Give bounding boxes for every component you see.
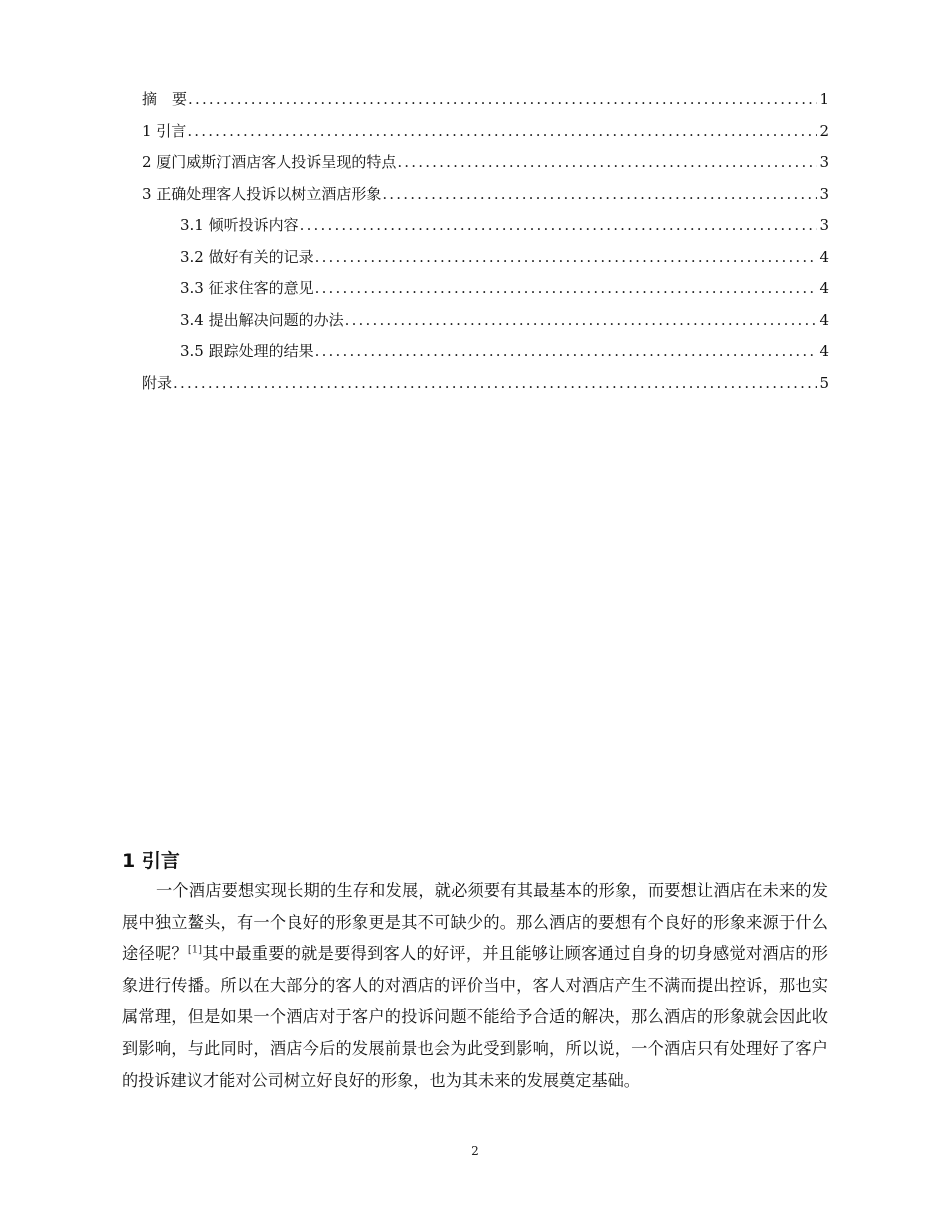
toc-entry-title: 3.1 倾听投诉内容 — [180, 216, 299, 234]
toc-entry[interactable] — [142, 151, 829, 183]
page-number: 2 — [471, 1144, 479, 1158]
toc-dot-leader — [188, 90, 817, 108]
toc-entry-page: 3 — [819, 184, 829, 203]
toc-entry-title: 3.4 提出解决问题的办法 — [180, 310, 344, 329]
toc-subentry[interactable] — [142, 214, 829, 246]
toc-entry-title: 3.3 征求住客的意见 — [180, 279, 314, 297]
toc-entry[interactable] — [142, 120, 829, 152]
toc-entry-page: 5 — [819, 373, 829, 392]
table-of-contents — [142, 88, 829, 403]
toc-dot-leader — [187, 122, 817, 140]
paragraph-text-part-1: 一个酒店要想实现长期的生存和发展，就必须要有其最基本的形象，而要想让酒店在未来的发展中独立鳌头，有一个良好的形象更是其不可缺少的。那么酒店的要想有个良好的形象来源于什么途径呢？ — [122, 881, 828, 964]
toc-subentry[interactable] — [142, 246, 829, 278]
toc-dot-leader — [382, 185, 817, 203]
toc-dot-leader — [315, 342, 818, 360]
toc-subentry[interactable] — [142, 277, 829, 309]
introduction-section — [122, 846, 828, 1096]
toc-subentry[interactable] — [142, 340, 829, 372]
toc-entry-title: 摘 要 — [142, 90, 188, 108]
toc-entry-title: 3.5 跟踪处理的结果 — [180, 342, 314, 360]
toc-entry-page: 3 — [819, 216, 829, 234]
toc-dot-leader — [345, 311, 818, 329]
toc-entry[interactable] — [142, 88, 829, 120]
toc-entry-page: 4 — [819, 342, 829, 360]
toc-entry-page: 4 — [819, 247, 829, 266]
toc-dot-leader — [300, 216, 818, 234]
toc-entry[interactable] — [142, 372, 829, 404]
toc-entry-title: 2 厦门威斯汀酒店客人投诉呈现的特点 — [142, 153, 397, 171]
toc-entry-page: 4 — [819, 279, 829, 297]
toc-entry-page: 4 — [819, 310, 829, 329]
toc-entry-title: 1 引言 — [142, 121, 187, 140]
toc-entry-page: 2 — [819, 121, 829, 140]
paragraph-text-part-2: 其中最重要的就是要得到客人的好评，并且能够让顾客通过自身的切身感觉对酒店的形象进行传播。所以在大部分的客人的对酒店的评价当中，客人对酒店产生不满而提出控诉，那也实属常理，但是如果一个酒店对于客户的投诉问题不能给予合适的解决，那么酒店的形象就会因此收到影响，与此同时，酒店今后的发展前景也会为此受到影响，所以说，一个酒店只有处理好了客户的投诉建议才能对公司树立好良好的形象，也为其未来的发展奠定基础。 — [122, 944, 828, 1090]
toc-entry-title: 附录 — [142, 373, 173, 392]
toc-dot-leader — [315, 279, 818, 297]
body-paragraph — [122, 875, 828, 1096]
toc-dot-leader — [397, 153, 817, 171]
toc-entry-title: 3 正确处理客人投诉以树立酒店形象 — [142, 184, 382, 203]
toc-dot-leader — [315, 248, 818, 266]
toc-entry-page: 1 — [819, 90, 829, 108]
toc-dot-leader — [173, 374, 817, 392]
toc-entry[interactable] — [142, 183, 829, 215]
toc-entry-page: 3 — [819, 153, 829, 171]
toc-entry-title: 3.2 做好有关的记录 — [180, 247, 314, 266]
section-heading: 1 引言 — [122, 850, 180, 872]
citation-marker[interactable]: [1] — [187, 944, 203, 956]
toc-subentry[interactable] — [142, 309, 829, 341]
